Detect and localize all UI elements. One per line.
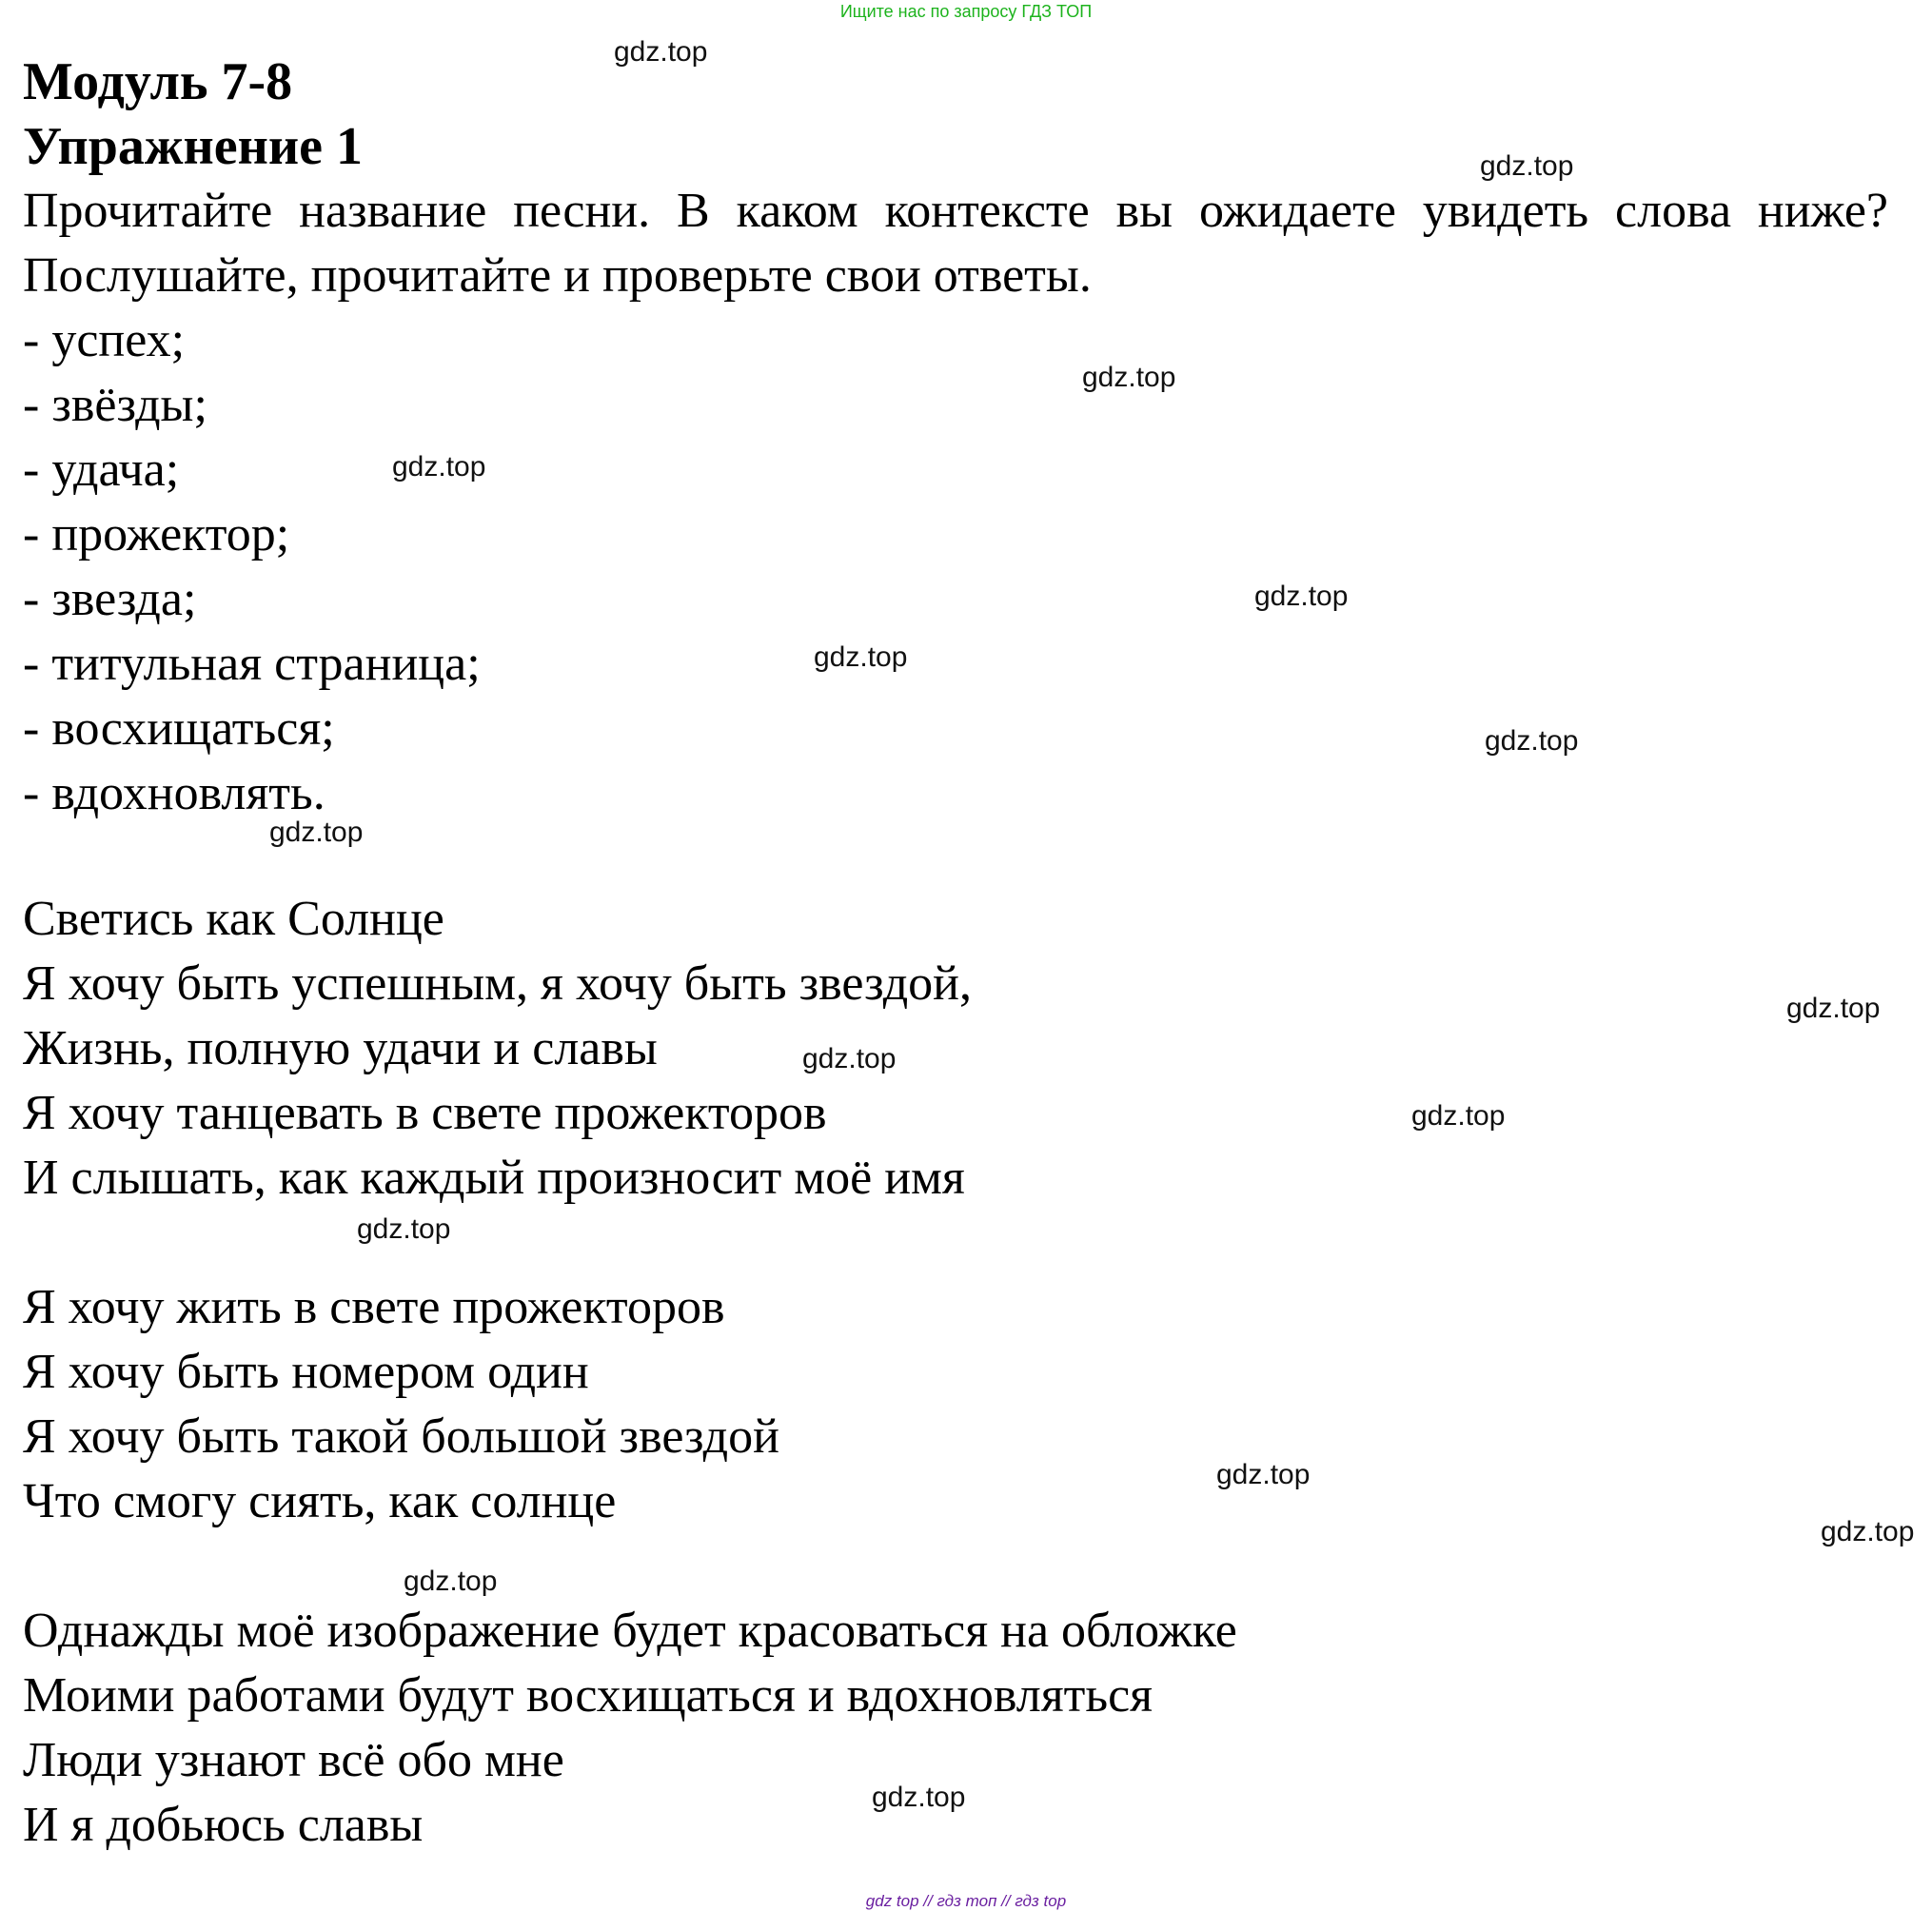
watermark: gdz.top — [1254, 581, 1349, 612]
spacer — [23, 1211, 1888, 1275]
list-item: - звёзды; — [23, 378, 207, 432]
watermark: gdz.top — [614, 36, 708, 68]
watermark: gdz.top — [1216, 1459, 1311, 1490]
bottom-banner: gdz top // гдз топ // гдз top — [865, 1892, 1067, 1910]
lyrics-line: Однажды моё изображение будет красоваться на обложке — [23, 1604, 1237, 1658]
top-banner: Ищите нас по запросу ГДЗ ТОП — [839, 2, 1093, 21]
exercise-title: Упражнение 1 — [23, 117, 364, 176]
lyrics-line: И слышать, как каждый произносит моё имя — [23, 1151, 965, 1205]
watermark: gdz.top — [357, 1213, 451, 1245]
watermark: gdz.top — [802, 1043, 897, 1074]
list-item: - вдохновлять. — [23, 766, 325, 820]
lyrics-line: Я хочу быть успешным, я хочу быть звездой, — [23, 956, 973, 1011]
lyrics-line: Что смогу сиять, как солнце — [23, 1474, 617, 1528]
watermark: gdz.top — [1786, 993, 1881, 1024]
watermark: gdz.top — [1082, 362, 1176, 393]
exercise-content — [23, 49, 1888, 1858]
watermark: gdz.top — [392, 451, 486, 483]
lyrics-line: Жизнь, полную удачи и славы — [23, 1021, 658, 1075]
watermark: gdz.top — [872, 1782, 966, 1813]
lyrics-line: Моими работами будут восхищаться и вдохновляться — [23, 1668, 1153, 1723]
watermark: gdz.top — [1411, 1100, 1506, 1132]
lyrics-line: И я добьюсь славы — [23, 1798, 424, 1852]
stanza-3 — [23, 1599, 1888, 1858]
instruction-text: Прочитайте название песни. В каком контексте вы ожидаете увидеть слова ниже? Послушайте, прочитайте и проверьте свои ответы. — [23, 184, 1888, 303]
word-list — [23, 308, 1888, 826]
lyrics-line: Я хочу танцевать в свете прожекторов — [23, 1086, 827, 1140]
list-item: - удача; — [23, 443, 180, 497]
lyrics-line: Я хочу быть такой большой звездой — [23, 1409, 779, 1464]
lyrics-line: Я хочу быть номером один — [23, 1345, 589, 1399]
lyrics-line: Я хочу жить в свете прожекторов — [23, 1280, 725, 1334]
list-item: - титульная страница; — [23, 637, 481, 691]
watermark: gdz.top — [1480, 150, 1574, 182]
list-item: - звезда; — [23, 572, 197, 626]
watermark: gdz.top — [404, 1566, 498, 1597]
watermark: gdz.top — [1821, 1516, 1915, 1547]
list-item: - успех; — [23, 313, 186, 367]
stanza-1 — [23, 952, 1888, 1211]
spacer — [23, 1534, 1888, 1599]
watermark: gdz.top — [814, 641, 908, 673]
watermark: gdz.top — [269, 817, 364, 848]
list-item: - восхищаться; — [23, 701, 335, 756]
watermark: gdz.top — [1485, 725, 1579, 757]
lyrics-line: Люди узнают всё обо мне — [23, 1733, 564, 1787]
song-title: Светись как Солнце — [23, 892, 444, 946]
list-item: - прожектор; — [23, 507, 290, 561]
stanza-2 — [23, 1275, 1888, 1534]
module-title: Модуль 7-8 — [23, 52, 293, 111]
